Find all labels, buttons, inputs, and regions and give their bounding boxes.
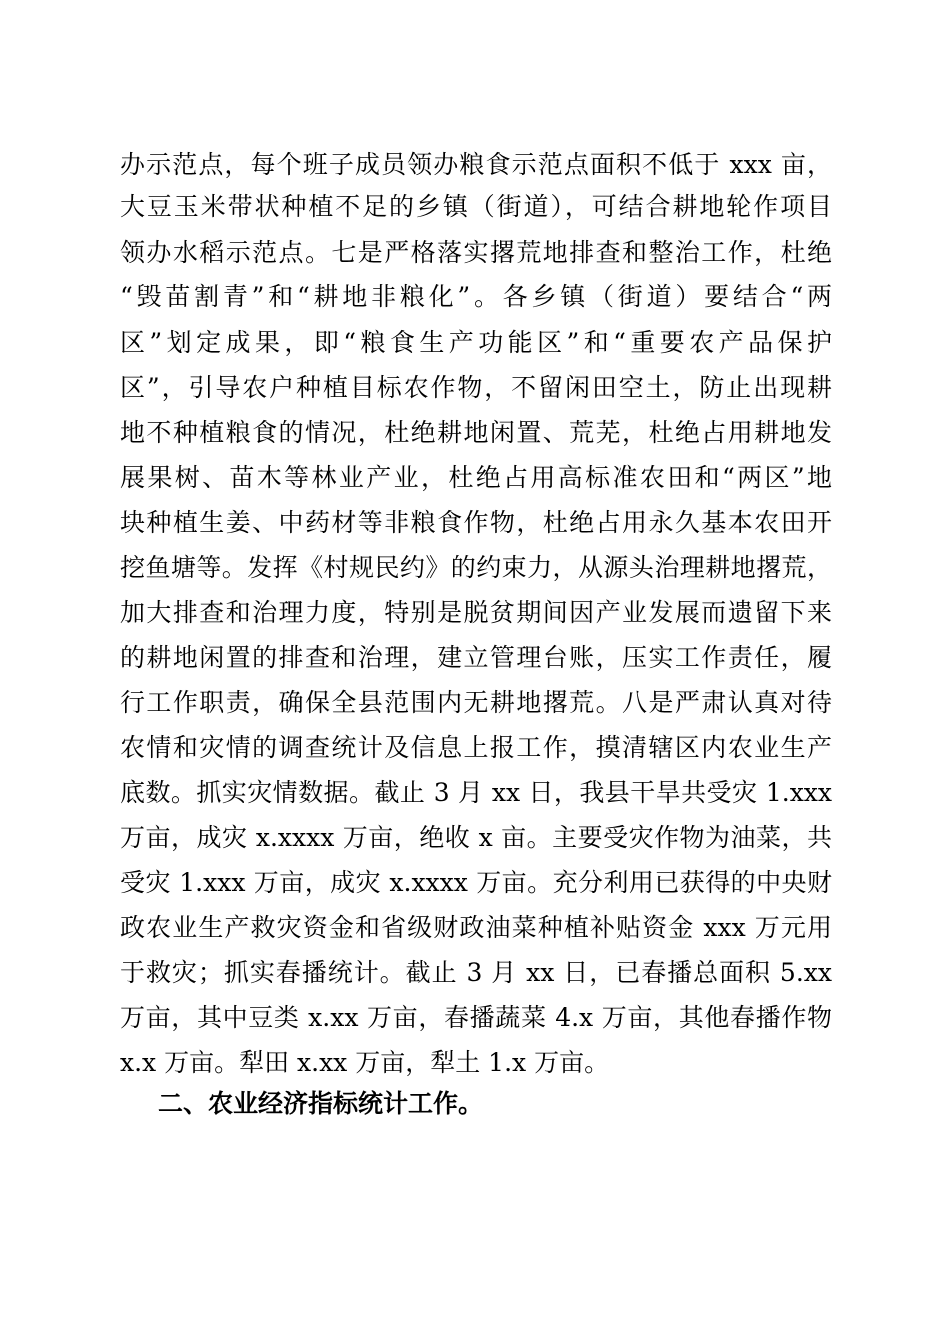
body-text-line: 大豆玉米带状种植不足的乡镇（街道），可结合耕地轮作项目 <box>120 192 832 221</box>
body-text-line: 加大排查和治理力度，特别是脱贫期间因产业发展而遗留下来 <box>120 598 832 627</box>
body-text-line: 区”，引导农户种植目标农作物，不留闲田空土，防止出现耕 <box>120 373 832 402</box>
body-text-line: 块种植生姜、中药材等非粮食作物，杜绝占用永久基本农田开 <box>120 508 832 537</box>
body-text-line: 地不种植粮食的情况，杜绝耕地闲置、荒芜，杜绝占用耕地发 <box>120 418 832 447</box>
body-text-line: x.x 万亩。犁田 x.xx 万亩，犁土 1.x 万亩。 <box>120 1048 610 1077</box>
body-text-line: 行工作职责，确保全县范围内无耕地撂荒。八是严肃认真对待 <box>120 688 832 717</box>
body-text-line: 万亩，其中豆类 x.xx 万亩，春播蔬菜 4.x 万亩，其他春播作物 <box>120 1003 832 1032</box>
body-text-line: 农情和灾情的调查统计及信息上报工作，摸清辖区内农业生产 <box>120 733 832 762</box>
body-text-line: 展果树、苗木等林业产业，杜绝占用高标准农田和“两区”地 <box>120 463 832 492</box>
section-heading: 二、农业经济指标统计工作。 <box>158 1089 484 1118</box>
body-text-line: 万亩，成灾 x.xxxx 万亩，绝收 x 亩。主要受灾作物为油菜，共 <box>120 823 832 852</box>
body-text-line: 领办水稻示范点。七是严格落实撂荒地排查和整治工作，杜绝 <box>120 238 832 267</box>
body-text-line: 受灾 1.xxx 万亩，成灾 x.xxxx 万亩。充分利用已获得的中央财 <box>120 868 832 897</box>
body-text-line: 挖鱼塘等。发挥《村规民约》的约束力，从源头治理耕地撂荒， <box>120 553 832 582</box>
body-text-line: 的耕地闲置的排查和治理，建立管理台账，压实工作责任，履 <box>120 643 832 672</box>
body-text-line: 区”划定成果，即“粮食生产功能区”和“重要农产品保护 <box>120 328 832 357</box>
body-text-line: 办示范点，每个班子成员领办粮食示范点面积不低于 xxx 亩， <box>120 150 832 179</box>
body-text-line: “毁苗割青”和“耕地非粮化”。各乡镇（街道）要结合“两 <box>120 282 832 311</box>
body-text-line: 于救灾；抓实春播统计。截止 3 月 xx 日，已春播总面积 5.xx <box>120 958 832 987</box>
body-text-line: 底数。抓实灾情数据。截止 3 月 xx 日，我县干旱共受灾 1.xxx <box>120 778 832 807</box>
body-text-line: 政农业生产救灾资金和省级财政油菜种植补贴资金 xxx 万元用 <box>120 913 832 942</box>
